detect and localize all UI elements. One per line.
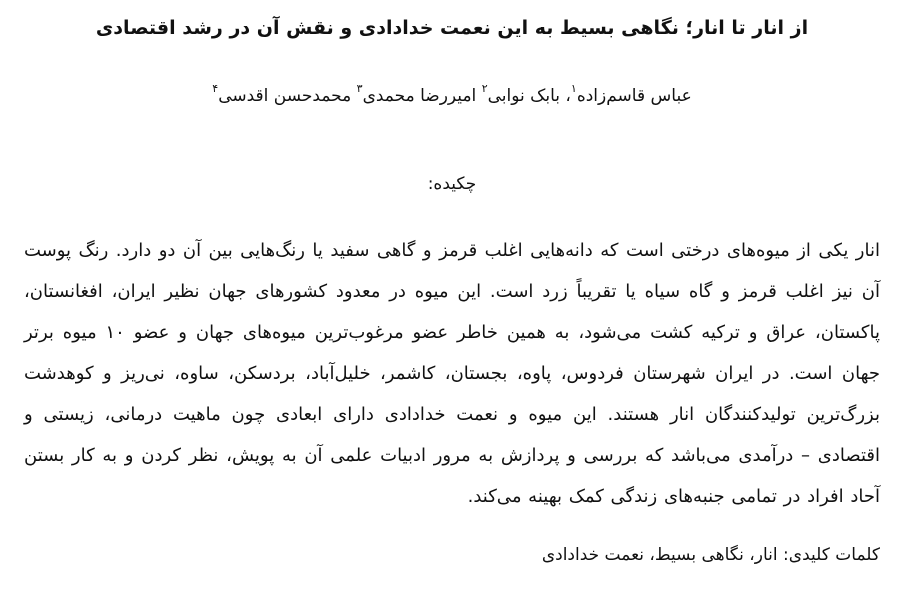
authors-line: عباس قاسم‌زاده$^۱$، بابک نوابی$^۲$ امیررضا محمدی$^۳$ محمدحسن اقدسی$^۴$ — [212, 82, 692, 106]
abstract-heading: چکیده: — [427, 174, 477, 194]
keywords-line — [24, 535, 880, 576]
keywords-value: انار، نگاهی بسیط، نعمت خدادادی — [541, 545, 778, 565]
abstract-paragraph: انار یکی از میوه‌های درختی است که دانه‌هایی اغلب قرمز و گاهی سفید یا رنگ‌هایی بین آن دو دارد. رنگ پوست آن نیز اغلب قرمز و گاه سیاه یا تقریباً زرد است. این میوه در معدود کشورهای جهان نظیر ایران، افغانستان، پاکستان، عراق و ترکیه کشت می‌شود، به همین خاطر عضو مرغوب‌ترین میوه‌های جهان و عضو ۱۰ میوه برتر جهان است. در ایران شهرستان فردوس، پاوه، بجستان، کاشمر، خلیل‌آباد، بردسکن، ساوه، نی‌ریز و کوهدشت بزرگ‌ترین تولیدکنندگان انار هستند. این میوه و نعمت خدادادی دارای ابعادی چون ماهیت درمانی، زیستی و اقتصادی – درآمدی می‌باشد که بررسی و پردازش به مرور ادبیات علمی آن به پویش، نظر کردن و به کار بستن آحاد افراد در تمامی جنبه‌های زندگی کمک بهینه می‌کند. — [24, 240, 880, 507]
paper-abstract-page — [0, 14, 907, 599]
author-affiliation-number: ۴ — [212, 82, 219, 96]
author-name: عباس قاسم‌زاده — [576, 86, 692, 106]
author-name: محمدحسن اقدسی — [218, 86, 352, 106]
keywords-label: کلمات کلیدی: — [783, 545, 880, 565]
author-name: امیررضا محمدی — [362, 86, 477, 106]
author-affiliation-number: ۲ — [481, 82, 488, 96]
paper-title: از انار تا انار؛ نگاهی بسیط به این نعمت خدادادی و نقش آن در رشد اقتصادی — [95, 17, 809, 39]
author-affiliation-number: ۳ — [356, 82, 363, 96]
author-name: بابک نوابی — [487, 86, 561, 106]
author-affiliation-number: ۱ — [570, 82, 577, 96]
